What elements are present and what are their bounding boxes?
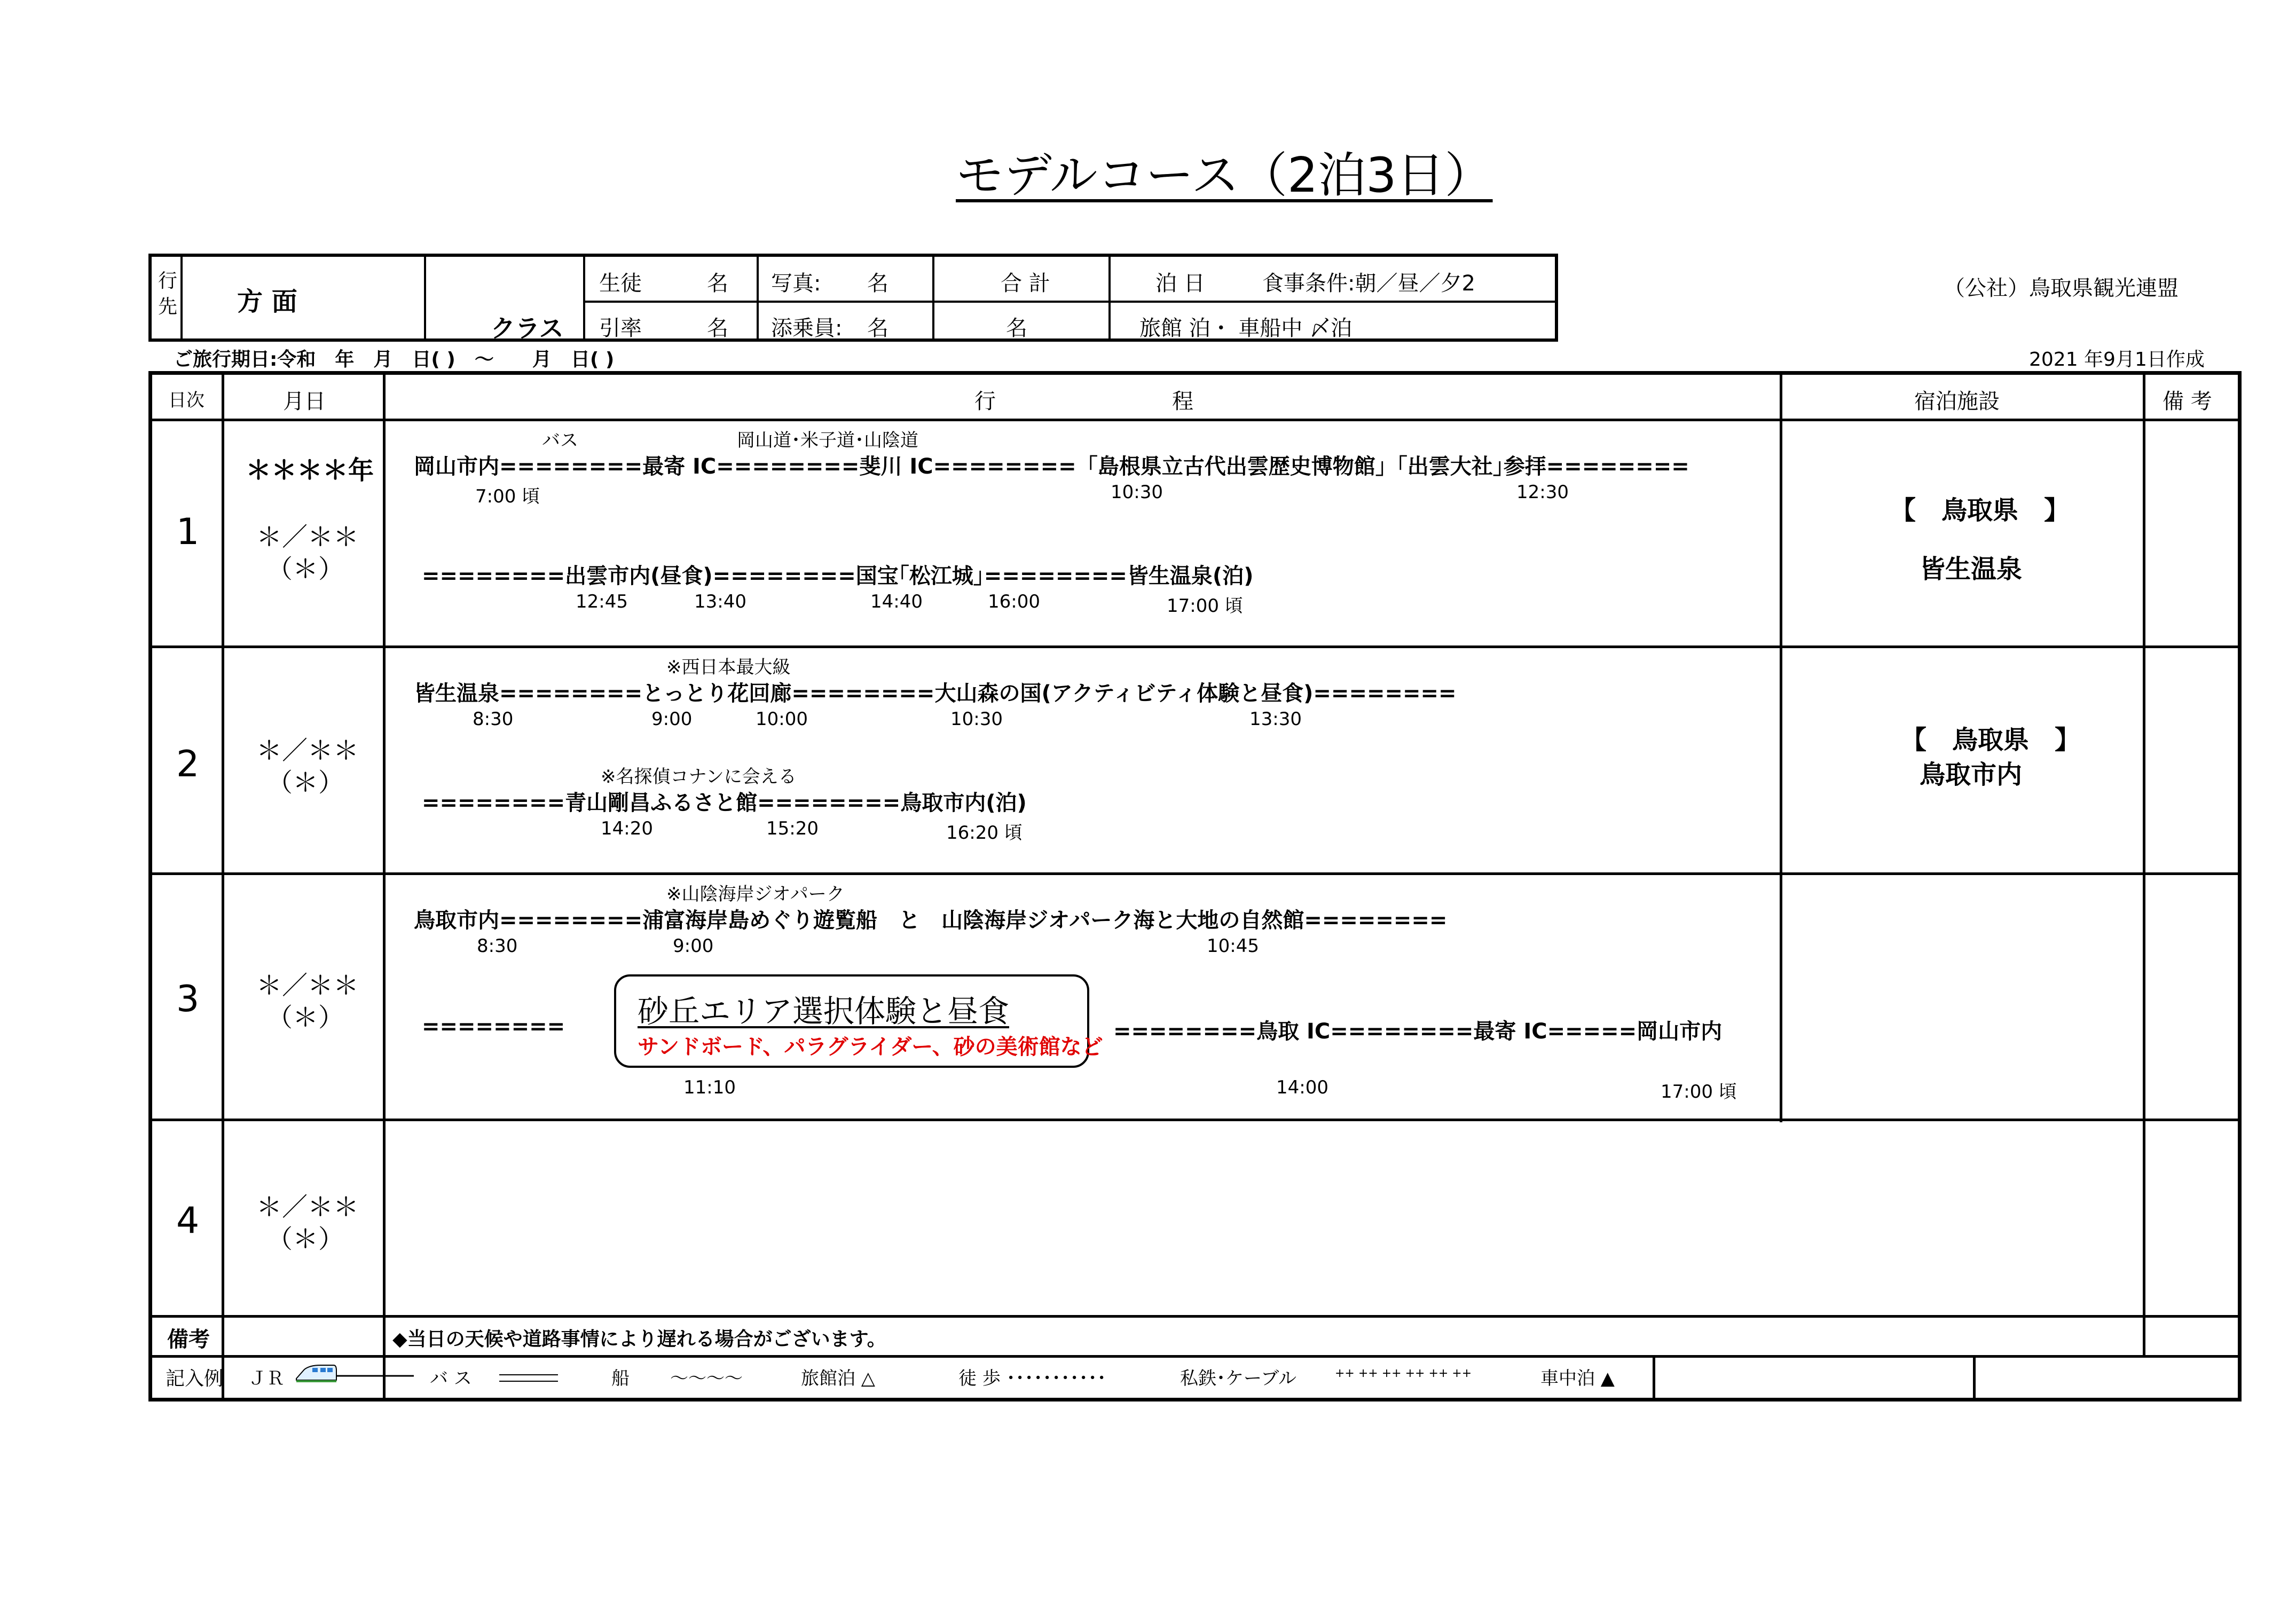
time-label: 14:20	[601, 818, 653, 839]
time-label: 15:20	[766, 818, 819, 839]
col-date: 月日	[283, 389, 326, 414]
highlight-note: ※名探偵コナンに会える	[601, 766, 797, 788]
col-itinerary-b: 程	[1172, 389, 1193, 414]
guide-total-unit: 名	[1006, 316, 1027, 341]
lodging-prefecture: 【 鳥取県 】	[1901, 725, 2081, 755]
legend-jr: ＪＲ	[248, 1368, 285, 1389]
time-label: 7:00 頃	[475, 486, 540, 507]
nights-label: 泊 日	[1155, 271, 1205, 296]
highlight-activity-box	[614, 974, 1103, 1068]
bus-line-symbol	[499, 1374, 558, 1382]
legend-ship: 船	[611, 1368, 630, 1389]
guide-label: 添乗員:	[771, 316, 843, 341]
time-label: 16:00	[988, 591, 1040, 612]
time-label: 8:30	[473, 708, 514, 730]
lodging-prefecture: 【 鳥取県 】	[1890, 495, 2070, 525]
day-weekday: （＊）	[267, 1224, 344, 1254]
time-label: 10:00	[756, 708, 808, 730]
transport-note: バス	[542, 430, 578, 451]
highlight-note: ※西日本最大級	[666, 657, 791, 678]
time-label: 13:30	[1249, 708, 1302, 730]
time-label: 9:00	[673, 935, 714, 957]
legend-inn: 旅館泊 △	[801, 1368, 875, 1389]
col-day: 日次	[168, 390, 205, 411]
time-label: 13:40	[694, 591, 746, 612]
trip-info-table	[148, 254, 1558, 342]
route-note: 岡山道･米子道･山陰道	[737, 430, 918, 451]
day-number: 1	[176, 511, 200, 553]
day-number: 2	[176, 743, 200, 785]
day-date: ＊／＊＊	[256, 522, 359, 552]
photo-unit: 名	[867, 271, 888, 296]
col-itinerary-a: 行	[974, 389, 996, 414]
organizer-name: （公社）鳥取県観光連盟	[1944, 276, 2179, 301]
highlight-subtitle: サンドボード、パラグライダー、砂の美術館など	[638, 1035, 1103, 1059]
leader-unit: 名	[707, 316, 728, 341]
day-weekday: （＊）	[267, 768, 344, 798]
time-label: 12:30	[1516, 482, 1569, 503]
day-number: 4	[176, 1200, 200, 1242]
students-unit: 名	[707, 271, 728, 296]
time-label: 10:30	[950, 708, 1003, 730]
time-label: 16:20 頃	[946, 822, 1023, 844]
total-label: 合 計	[1001, 271, 1050, 296]
legend-label: 記入例	[166, 1368, 224, 1390]
photo-label: 写真:	[771, 271, 821, 296]
day-number: 3	[176, 978, 200, 1020]
itinerary-line: ========鳥取 IC========最寄 IC=====岡山市内	[1113, 1019, 1723, 1044]
day-year: ＊＊＊＊年	[246, 455, 374, 485]
time-label: 17:00 頃	[1167, 595, 1243, 617]
destination-label: 行先	[158, 270, 178, 318]
day-date: ＊／＊＊	[256, 736, 359, 766]
time-label: 10:30	[1111, 482, 1163, 503]
col-notes: 備 考	[2163, 389, 2212, 414]
class-label: クラス	[491, 314, 564, 343]
guide-unit: 名	[867, 316, 888, 341]
page-title: モデルコース（2泊3日）	[956, 147, 1493, 203]
day-date: ＊／＊＊	[256, 1192, 359, 1222]
students-label: 生徒	[599, 271, 642, 296]
legend-walk: 徒 歩 ･･･････････	[958, 1368, 1106, 1389]
time-label: 14:00	[1276, 1077, 1328, 1098]
time-label: 14:40	[870, 591, 923, 612]
legend-private-rail-symbol: ++ ++ ++ ++ ++ ++	[1335, 1367, 1472, 1380]
remarks-label: 備考	[167, 1327, 210, 1352]
col-lodging: 宿泊施設	[1914, 389, 2000, 414]
leader-label: 引率	[599, 316, 642, 341]
legend-ship-symbol: ～～～～	[670, 1368, 743, 1389]
creation-date: 2021 年9月1日作成	[2029, 349, 2205, 371]
day-date: ＊／＊＊	[256, 971, 359, 1001]
legend-bus: バ ス	[430, 1368, 472, 1389]
itinerary-line: 鳥取市内========浦富海岸島めぐり遊覧船 と 山陰海岸ジオパーク海と大地の自然館========	[414, 908, 1448, 933]
legend-private-rail: 私鉄･ケーブル	[1180, 1368, 1296, 1389]
itinerary-line: 皆生温泉========とっとり花回廊========大山森の国(アクティビティ体験と昼食)========	[414, 681, 1457, 706]
lodging-summary: 旅館 泊・ 車船中 〆泊	[1139, 316, 1353, 341]
remarks-text: ◆当日の天候や道路事情により遅れる場合がございます。	[392, 1328, 886, 1350]
itinerary-line: 岡山市内========最寄 IC========斐川 IC========「島根県立古代出雲歴史博物館」｢出雲大社｣参拝========	[414, 454, 1689, 479]
itinerary-table	[148, 371, 2242, 1401]
travel-period: ご旅行期日:令和 年 月 日( ) ～ 月 日( )	[174, 349, 615, 371]
highlight-title: 砂丘エリア選択体験と昼食	[638, 993, 1010, 1029]
time-label: 9:00	[651, 708, 693, 730]
time-label: 17:00 頃	[1661, 1081, 1737, 1103]
direction-label: 方 面	[237, 287, 297, 317]
meal-conditions: 食事条件:朝／昼／夕2	[1262, 271, 1475, 296]
legend-overnight: 車中泊 ▲	[1540, 1368, 1615, 1389]
time-label: 11:10	[683, 1077, 736, 1098]
time-label: 12:45	[576, 591, 628, 612]
day-weekday: （＊）	[267, 1003, 344, 1033]
time-label: 8:30	[477, 935, 518, 957]
itinerary-line: ========青山剛昌ふるさと館========鳥取市内(泊)	[422, 791, 1027, 815]
lodging-place: 皆生温泉	[1920, 554, 2023, 584]
itinerary-connector: ========	[422, 1014, 565, 1039]
itinerary-line: ========出雲市内(昼食)========国宝｢松江城｣========皆生温泉(泊)	[422, 564, 1254, 588]
highlight-note: ※山陰海岸ジオパーク	[666, 884, 845, 905]
time-label: 10:45	[1207, 935, 1259, 957]
day-weekday: （＊）	[267, 554, 344, 584]
lodging-place: 鳥取市内	[1920, 760, 2023, 790]
train-icon	[294, 1360, 416, 1389]
